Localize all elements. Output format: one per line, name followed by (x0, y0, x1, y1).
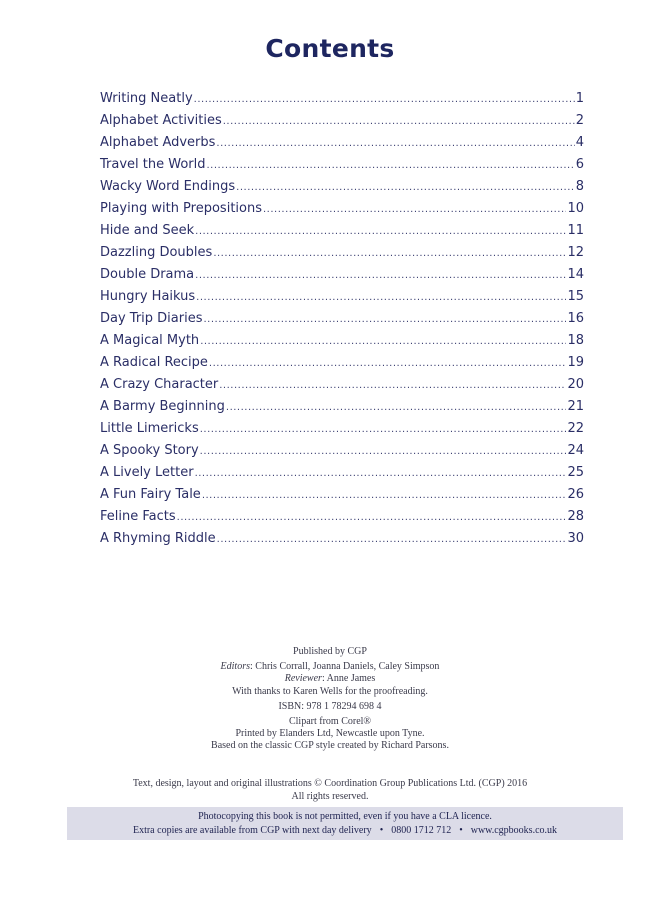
toc-entry-page-number: 28 (567, 509, 584, 524)
thanks-line: With thanks to Karen Wells for the proofreading. (232, 685, 428, 697)
toc-entry-title: Feline Facts (100, 509, 176, 524)
published-by: Published by CGP (293, 646, 367, 657)
dot-leader (196, 292, 566, 303)
toc-entry-page-number: 12 (567, 245, 584, 260)
toc-entry[interactable] (100, 245, 584, 267)
toc-entry[interactable] (100, 355, 584, 377)
toc-entry-page-number: 22 (567, 421, 584, 436)
toc-entry-title: Double Drama (100, 267, 195, 282)
toc-entry-page-number: 21 (567, 399, 584, 414)
dot-leader (200, 424, 567, 435)
toc-entry-title: Hide and Seek (100, 223, 195, 238)
table-of-contents (100, 91, 584, 553)
banner-delivery-text: Extra copies are available from CGP with next day delivery (132, 825, 372, 836)
toc-entry-title: A Lively Letter (100, 465, 194, 480)
toc-entry-page-number: 1 (575, 91, 584, 106)
toc-entry-page-number: 6 (575, 157, 584, 172)
printer-credit: Printed by Elanders Ltd, Newcastle upon Tyne. (235, 728, 425, 740)
toc-entry-title: Hungry Haikus (100, 289, 196, 304)
toc-entry-page-number: 18 (567, 333, 584, 348)
photocopy-banner (67, 807, 623, 840)
publication-credits (0, 646, 660, 753)
toc-entry-page-number: 14 (567, 267, 584, 282)
dot-leader (217, 534, 567, 545)
toc-entry-title: Alphabet Activities (100, 113, 222, 128)
toc-entry-page-number: 25 (567, 465, 584, 480)
reviewer-line (0, 673, 660, 685)
toc-entry[interactable] (100, 465, 584, 487)
dot-leader (207, 160, 575, 171)
toc-entry[interactable] (100, 179, 584, 201)
toc-entry[interactable] (100, 223, 584, 245)
toc-entry-page-number: 15 (567, 289, 584, 304)
clipart-credit: Clipart from Corel® (288, 716, 372, 728)
toc-entry-title: Writing Neatly (100, 91, 193, 106)
style-credit: Based on the classic CGP style created by Richard Parsons. (211, 740, 449, 752)
toc-entry-page-number: 10 (567, 201, 584, 216)
toc-entry[interactable] (100, 487, 584, 509)
toc-entry-title: Wacky Word Endings (100, 179, 236, 194)
reviewer-label: Reviewer (284, 673, 322, 685)
editors-line (0, 661, 660, 673)
dot-leader (177, 512, 567, 523)
toc-entry[interactable] (100, 377, 584, 399)
dot-leader (195, 270, 566, 281)
toc-entry[interactable] (100, 531, 584, 553)
separator-dot: • (459, 825, 463, 836)
toc-entry-title: Little Limericks (100, 421, 199, 436)
toc-entry[interactable] (100, 289, 584, 311)
toc-entry-title: A Spooky Story (100, 443, 199, 458)
toc-entry-page-number: 26 (567, 487, 584, 502)
dot-leader (195, 226, 566, 237)
dot-leader (223, 116, 575, 127)
toc-entry[interactable] (100, 201, 584, 223)
toc-entry-title: A Fun Fairy Tale (100, 487, 201, 502)
copyright-notice (0, 777, 660, 803)
toc-entry-title: Dazzling Doubles (100, 245, 213, 260)
dot-leader (195, 468, 567, 479)
page-title: Contents (265, 34, 395, 63)
toc-entry[interactable] (100, 311, 584, 333)
toc-entry-title: A Magical Myth (100, 333, 200, 348)
dot-leader (219, 380, 566, 391)
editors-names: : Chris Corrall, Joanna Daniels, Caley Simpson (250, 661, 440, 673)
toc-entry-page-number: 16 (567, 311, 584, 326)
toc-entry-title: Alphabet Adverbs (100, 135, 216, 150)
dot-leader (213, 248, 566, 259)
toc-entry-page-number: 4 (575, 135, 584, 150)
toc-entry[interactable] (100, 267, 584, 289)
website-link[interactable]: www.cgpbooks.co.uk (470, 825, 558, 836)
toc-entry[interactable] (100, 509, 584, 531)
toc-entry-page-number: 2 (575, 113, 584, 128)
toc-entry-page-number: 24 (567, 443, 584, 458)
copyright-line-2: All rights reserved. (291, 791, 369, 802)
copyright-line-1: Text, design, layout and original illustrations © Coordination Group Publications Ltd. (CGP) 2016 (132, 778, 528, 789)
toc-entry-title: A Rhyming Riddle (100, 531, 216, 546)
reviewer-name: : Anne James (321, 673, 376, 685)
banner-line-1: Photocopying this book is not permitted, even if you have a CLA licence. (198, 811, 492, 822)
separator-dot: • (379, 825, 384, 836)
banner-line-2 (67, 824, 623, 838)
isbn: ISBN: 978 1 78294 698 4 (278, 700, 382, 712)
toc-entry[interactable] (100, 91, 584, 113)
phone-number: 0800 1712 712 (391, 825, 452, 836)
toc-entry[interactable] (100, 333, 584, 355)
dot-leader (202, 490, 567, 501)
toc-entry[interactable] (100, 157, 584, 179)
toc-entry-page-number: 11 (567, 223, 584, 238)
dot-leader (200, 446, 567, 457)
toc-entry-title: Playing with Prepositions (100, 201, 262, 216)
toc-entry[interactable] (100, 399, 584, 421)
toc-entry[interactable] (100, 421, 584, 443)
dot-leader (216, 138, 574, 149)
toc-entry-page-number: 8 (575, 179, 584, 194)
dot-leader (194, 94, 575, 105)
dot-leader (209, 358, 567, 369)
dot-leader (226, 402, 567, 413)
toc-entry-title: Day Trip Diaries (100, 311, 203, 326)
toc-entry[interactable] (100, 113, 584, 135)
toc-entry-page-number: 20 (567, 377, 584, 392)
dot-leader (204, 314, 567, 325)
toc-entry-title: A Crazy Character (100, 377, 219, 392)
toc-entry[interactable] (100, 135, 584, 157)
editors-label: Editors (220, 661, 250, 673)
toc-entry-title: A Radical Recipe (100, 355, 208, 370)
dot-leader (200, 336, 566, 347)
dot-leader (263, 204, 566, 215)
toc-entry[interactable] (100, 443, 584, 465)
toc-entry-page-number: 19 (567, 355, 584, 370)
toc-entry-title: Travel the World (100, 157, 206, 172)
toc-entry-title: A Barmy Beginning (100, 399, 225, 414)
toc-entry-page-number: 30 (567, 531, 584, 546)
dot-leader (236, 182, 575, 193)
